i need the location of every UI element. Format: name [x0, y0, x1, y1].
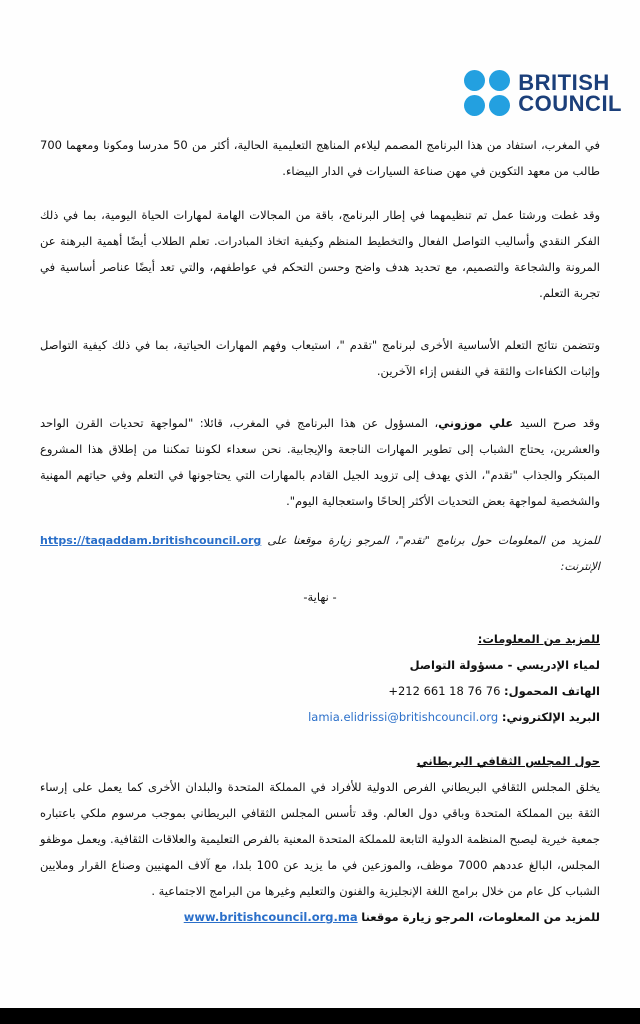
contact-heading: للمزيد من المعلومات:	[477, 632, 600, 646]
about-heading: حول المجلس الثقافي البريطاني	[416, 754, 600, 768]
paragraph-program-morocco: في المغرب، استفاد من هذا البرنامج المصمم ليلاءم المناهج التعليمية الحالية، أكثر من 50 مدرسا ومكونا ومعهما 700 طالب من معهد التكوين في مهن صناعة السيارات في الدار البيضاء.	[40, 138, 601, 178]
logo-line-2: COUNCIL	[518, 91, 622, 116]
visit-text: للمزيد من المعلومات، المرجو زيارة موقعنا	[361, 910, 600, 924]
logo-dot	[489, 70, 510, 91]
more-info-text: للمزيد من المعلومات حول برنامج "تقدم"، المرجو زيارة موقعنا على الإنترنت:	[267, 534, 600, 573]
contact-email-line	[40, 704, 600, 730]
logo-dots-icon	[464, 70, 510, 116]
email-label: البريد الإلكتروني:	[501, 710, 600, 724]
phone-number: +212 661 18 76 76	[388, 684, 501, 698]
visit-line	[40, 904, 600, 930]
logo-dot	[489, 95, 510, 116]
logo-line-1: BRITISH	[518, 70, 610, 95]
paragraph-learning-outcomes: وتتضمن نتائج التعلم الأساسية الأخرى لبرنامج "تقدم "، استيعاب وفهم المهارات الحياتية، بما في ذلك كيفية التواصل وإثبات الكفاءات والثقة في النفس إزاء الآخرين.	[40, 338, 600, 378]
document-body	[40, 132, 600, 930]
phone-label: الهاتف المحمول:	[504, 684, 600, 698]
british-council-website-link[interactable]: www.britishcouncil.org.ma	[183, 910, 358, 924]
paragraph-quote	[40, 410, 600, 514]
end-marker: - نهاية-	[303, 590, 337, 604]
email-link[interactable]: lamia.elidrissi@britishcouncil.org	[308, 710, 499, 724]
contact-name: لمياء الإدريسي - مسؤولة التواصل	[409, 658, 600, 672]
logo-dot	[464, 70, 485, 91]
contact-phone-line	[40, 678, 600, 704]
about-paragraph: يخلق المجلس الثقافي البريطاني الفرص الدولية للأفراد في المملكة المتحدة والبلدان الأخرى كما يعمل على إرساء الثقة بين المملكة المتحدة وباقي دول العالم. وقد تأسس المجلس الثقافي البريطاني بموجب مرسوم ملكي باعتباره جمعية خيرية ليصبح المنظمة الدولية التابعة للمملكة المتحدة المعنية بالفرص التعليمية والعلاقات الثقافية. ويعمل موظفو المجلس، البالغ عددهم 7000 موظف، والموزعين في ما يزيد عن 100 بلدا، مع آلاف المهنيين وصناع القرار وملايين الشباب كل عام من خلال برامج اللغة الإنجليزية والفنون والتعليم وغيرها من البرامج الاجتماعية .	[40, 780, 601, 898]
british-council-logo	[464, 70, 622, 116]
bottom-bar	[0, 1008, 640, 1024]
quote-text: ، المسؤول عن هذا البرنامج في المغرب، قائلا: "لمواجهة تحديات القرن الواحد والعشرين، يحتاج الشباب إلى تطوير المهارات الناجعة والإيجابية. نحن سعداء لكوننا تمكننا من إطلاق هذا المشروع المبتكر والجذاب "تقدم"، الذي يهدف إلى تزويد الجيل القادم بالمهارات التي يحتاجونها في التعلم وفي حياتهم المهنية والشخصية لمواجهة بعض التحديات الأكثر إلحاحًا واستعجالية اليوم".	[40, 416, 600, 508]
quote-prefix: وقد صرح السيد	[513, 416, 600, 430]
taqaddam-link[interactable]: https://taqaddam.britishcouncil.org	[40, 534, 262, 547]
quote-speaker-name: علي موزوني	[438, 416, 514, 430]
logo-dot	[464, 95, 485, 116]
paragraph-workshops: وقد غطت ورشتا عمل تم تنظيمهما في إطار البرنامج، باقة من المجالات الهامة لمهارات الحياة اليومية، بما في ذلك الفكر النقدي وأساليب التواصل الفعال والتخطيط المنظم وكيفية اتخاذ المبادرات. تعلم الطلاب أيضًا أهمية البرهنة عن المرونة والشجاعة والتصميم، مع تحديد هدف واضح وحسن التحكم في عواطفهم، والتي تعد أيضًا عناصر أساسية في تجربة التعلم.	[40, 208, 600, 300]
logo-wordmark	[518, 72, 622, 114]
more-info-line	[40, 528, 600, 580]
